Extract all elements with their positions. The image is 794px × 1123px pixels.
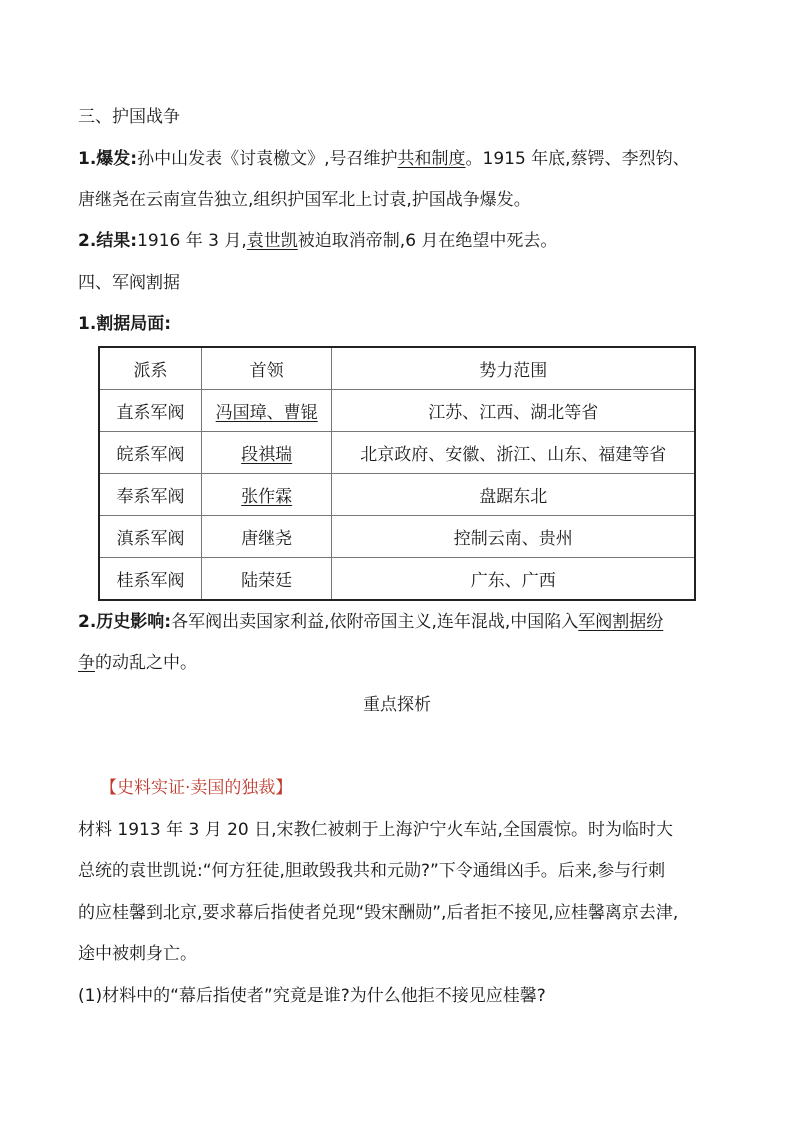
material-line-2: 总统的袁世凯说:“何方狂徒,胆敢毁我共和元勋?”下令通缉凶手。后来,参与行刺 <box>78 861 666 881</box>
leader-cell <box>201 432 332 474</box>
pattern-label: 1.割据局面: <box>78 314 172 334</box>
impact-line2 <box>78 652 728 674</box>
key-section-title: 重点探析 <box>363 695 431 715</box>
material-line-3: 的应桂馨到北京,要求幕后指使者兑现“毁宋酬勋”,后者拒不接见,应桂馨离京去津, <box>78 903 679 923</box>
faction-cell: 直系军阀 <box>99 390 201 432</box>
leader-name: 冯国璋、曹锟 <box>215 403 318 423</box>
faction-cell: 奉系军阀 <box>99 474 201 516</box>
outbreak-line2: 唐继尧在云南宣告独立,组织护国军北上讨袁,护国战争爆发。 <box>78 190 531 210</box>
header-leader: 首领 <box>201 347 332 390</box>
result-paragraph <box>78 230 728 252</box>
material-tag: 【史料实证·卖国的独裁】 <box>100 778 293 798</box>
result-underline: 袁世凯 <box>246 231 298 251</box>
leader-name: 张作霖 <box>241 487 293 507</box>
leader-name: 段祺瑞 <box>241 445 293 465</box>
leader-cell <box>201 390 332 432</box>
table-row <box>99 390 695 432</box>
table-row <box>99 516 695 558</box>
faction-cell: 滇系军阀 <box>99 516 201 558</box>
scope-cell: 北京政府、安徽、浙江、山东、福建等省 <box>332 432 695 474</box>
table-row <box>99 558 695 601</box>
faction-cell: 桂系军阀 <box>99 558 201 601</box>
scope-cell: 控制云南、贵州 <box>332 516 695 558</box>
result-text-a: 1916 年 3 月, <box>137 231 247 251</box>
material-line-4: 途中被刺身亡。 <box>78 944 197 964</box>
scope-cell: 广东、广西 <box>332 558 695 601</box>
outbreak-text-b: 。1915 年底,蔡锷、李烈钧、 <box>465 149 690 169</box>
section4-heading: 四、军阀割据 <box>78 273 180 293</box>
impact-text-b: 的动乱之中。 <box>95 653 197 673</box>
leader-cell <box>201 474 332 516</box>
impact-underline-b: 争 <box>78 653 95 673</box>
table-row <box>99 474 695 516</box>
outbreak-text-a: 孙中山发表《讨袁檄文》,号召维护 <box>137 149 398 169</box>
header-scope: 势力范围 <box>332 347 695 390</box>
faction-cell: 皖系军阀 <box>99 432 201 474</box>
table-header-row <box>99 347 695 390</box>
section3-heading: 三、护国战争 <box>78 107 180 127</box>
impact-paragraph <box>78 611 728 633</box>
result-label: 2.结果: <box>78 231 138 251</box>
warlord-table <box>98 346 696 601</box>
impact-label: 2.历史影响: <box>78 612 172 632</box>
table-row <box>99 432 695 474</box>
impact-text-a: 各军阀出卖国家利益,依附帝国主义,连年混战,中国陷入 <box>171 612 579 632</box>
outbreak-underline: 共和制度 <box>397 149 466 169</box>
impact-underline-a: 军阀割据纷 <box>578 612 664 632</box>
header-faction: 派系 <box>99 347 201 390</box>
outbreak-paragraph <box>78 148 728 170</box>
leader-cell: 陆荣廷 <box>201 558 332 601</box>
scope-cell: 江苏、江西、湖北等省 <box>332 390 695 432</box>
scope-cell: 盘踞东北 <box>332 474 695 516</box>
leader-cell: 唐继尧 <box>201 516 332 558</box>
result-text-b: 被迫取消帝制,6 月在绝望中死去。 <box>297 231 558 251</box>
question-1: (1)材料中的“幕后指使者”究竟是谁?为什么他拒不接见应桂馨? <box>78 986 546 1006</box>
outbreak-label: 1.爆发: <box>78 149 138 169</box>
material-line-1: 材料 1913 年 3 月 20 日,宋教仁被刺于上海沪宁火车站,全国震惊。时为临时大 <box>78 820 673 840</box>
